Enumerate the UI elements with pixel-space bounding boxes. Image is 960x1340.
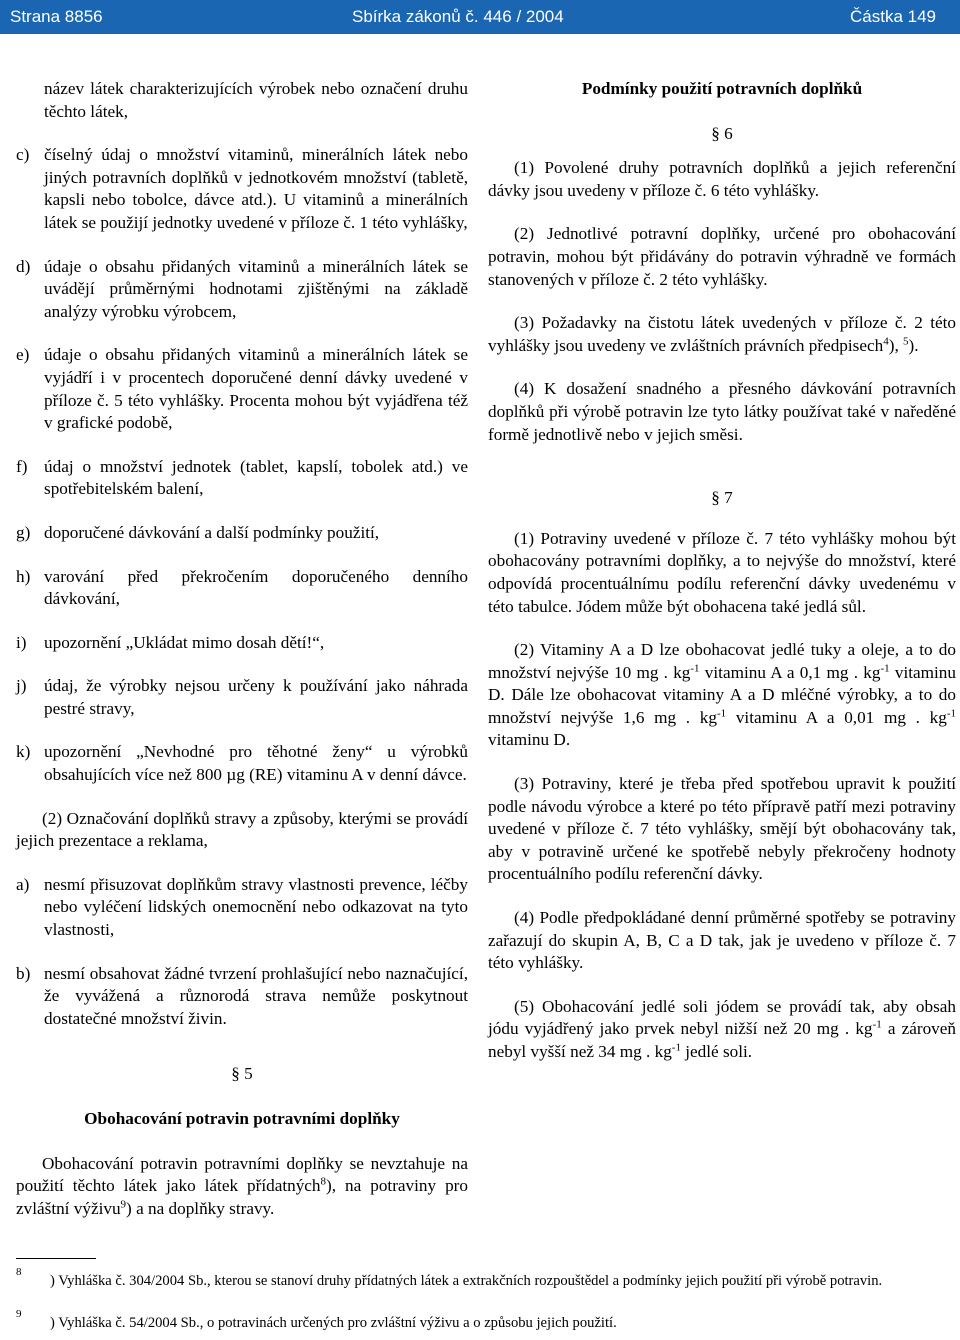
s7-p2-text-a: (2) Vitaminy A a D lze obohacovat jedlé tuky a oleje, a to do množství nejvýše 10 mg . kg xyxy=(488,640,956,682)
list-item-text: varování před překročením doporučeného denního dávkování, xyxy=(44,566,468,609)
right-title: Podmínky použití potravních doplňků xyxy=(581,79,863,98)
section-5-text-b: ), na potraviny pro zvláštní výživu xyxy=(16,1176,468,1218)
s7-p5-text-a: (5) Obohacování jedlé soli jódem se provádí tak, aby obsah jódu vyjádřený jako prvek nebyl nižší než 20 mg . kg xyxy=(488,996,956,1039)
exponent: -1 xyxy=(946,707,956,720)
left-column xyxy=(16,78,468,1220)
list-item xyxy=(16,566,468,611)
list-item xyxy=(16,144,468,234)
list-item-text: doporučené dávkování a další podmínky použití, xyxy=(44,522,380,542)
list-item-marker: k) xyxy=(16,742,31,762)
footnote-ref-8: 8 xyxy=(320,1175,327,1188)
s6-p3-text-c: ). xyxy=(908,335,919,355)
s7-p2-text-e: vitaminu D. xyxy=(488,730,571,750)
right-column xyxy=(488,78,956,1064)
s6-paragraph-1: (1) Povolené druhy potravních doplňků a jejich referenční dávky jsou uvedeny v příloze č. 6 této vyhlášky. xyxy=(488,158,956,200)
s7-p5-text-b: a zároveň nebyl vyšší než 34 mg . kg xyxy=(488,1019,956,1061)
s7-paragraph-4: (4) Podle předpokládané denní průměrné spotřeby se potraviny zařazují do skupin A, B, C a D tak, jak je uvedeno v příloze č. 7 této vyhlášky. xyxy=(488,908,956,973)
part-number: Částka 149 xyxy=(850,7,936,26)
s6-paragraph-4: (4) K dosažení snadného a přesného dávkování potravních doplňků při výrobě potravin lze tyto látky používat také v naředěné formě jednotlivě nebo v jejich směsi. xyxy=(488,379,956,444)
s7-paragraph-5 xyxy=(488,996,956,1064)
list-c-to-k xyxy=(16,144,468,786)
collection-year: / 2004 xyxy=(511,7,564,26)
page-header xyxy=(0,0,960,34)
list-item-marker: h) xyxy=(16,566,31,586)
section-6-sign: § 6 xyxy=(711,123,733,143)
s7-p2-text-c: vitaminu D. Dále lze obohacovat vitaminy A a D mléčné výrobky, a to do množství nejvýše 1,6 mg . kg xyxy=(488,662,956,727)
list-item-marker: b) xyxy=(16,963,31,983)
s7-paragraph-2 xyxy=(488,639,956,752)
s7-paragraph-1: (1) Potraviny uvedené v příloze č. 7 této vyhlášky mohou být obohacovány potravními doplňky, a to nejvýše do množství, které odpovídá procentuálnímu podílu referenční dávky uvedenému v této tabulce. Jódem může být obohacena také jedlá sůl. xyxy=(488,528,956,616)
list-item-text: nesmí přisuzovat doplňkům stravy vlastnosti prevence, léčby nebo vyléčení lidských onemocnění nebo odkazovat na tyto vlastnosti, xyxy=(44,874,468,940)
list-item xyxy=(16,963,468,1031)
footnote-ref-5: 5 xyxy=(903,335,909,348)
s6-p3-text-b: ), xyxy=(888,335,904,355)
list-item xyxy=(16,256,468,324)
s6-paragraph-2: (2) Jednotlivé potravní doplňky, určené pro obohacování potravin, mohou být přidávány do potravin výhradně ve formách stanovených v příloze č. 2 této vyhlášky. xyxy=(488,224,956,289)
s7-p5-text-c: jedlé soli. xyxy=(680,1042,753,1061)
section-5-sign: § 5 xyxy=(231,1064,253,1084)
footnote-text: ) Vyhláška č. 304/2004 Sb., kterou se stanoví druhy přídatných látek a extrakčních rozpouštědel a podmínky jejich použití při výrobě potravin. xyxy=(50,1273,883,1289)
list-item-text: číselný údaj o množství vitaminů, minerálních látek nebo jiných potravních doplňků v jednotkovém množství (tabletě, kapsli nebo tobolce, dávce atd.). U vitaminů a minerálních látek se použijí jednotky uvedené v příloze č. 1 této vyhlášky, xyxy=(44,145,468,232)
list-item-text: upozornění „Nevhodné pro těhotné ženy“ u výrobků obsahujících více než 800 µg (RE) vitaminu A v denní dávce. xyxy=(44,742,468,785)
exponent: -1 xyxy=(880,661,890,674)
s7-paragraph-3: (3) Potraviny, které je třeba před spotřebou upravit k použití podle návodu výrobce a které po této přípravě patří mezi potraviny uvedené v příloze č. 7 této vyhlášky, smějí být obohacovány tak, aby v potravině určené ke spotřebě nebyly překročeny hodnoty procentuálního podílu referenční dávky. xyxy=(488,774,956,884)
list-item-marker: c) xyxy=(16,145,30,165)
list-item-marker: g) xyxy=(16,522,31,542)
exponent: -1 xyxy=(671,1041,681,1054)
collection-number: 446 xyxy=(483,7,512,26)
section-5-text-a: Obohacování potravin potravními doplňky se nevztahuje na použití těchto látek jako látek přídatných xyxy=(16,1153,468,1196)
exponent: -1 xyxy=(872,1018,882,1031)
exponent: -1 xyxy=(690,661,700,674)
list-item xyxy=(16,675,468,720)
s6-paragraph-3 xyxy=(488,312,956,357)
collection-label xyxy=(352,7,564,27)
s7-p2-text-d: vitaminu A a 0,01 mg . kg xyxy=(726,707,947,727)
list-item-marker: f) xyxy=(16,456,28,476)
footnote-8: 8 ) Vyhláška č. 304/2004 Sb., kterou se stanoví druhy přídatných látek a extrakčních rozpouštědel a podmínky jejich použití při výrobě potravin. xyxy=(16,1272,956,1291)
list-item-marker: a) xyxy=(16,874,30,894)
page-number: Strana 8856 xyxy=(10,7,103,26)
list-item-marker: i) xyxy=(16,632,27,652)
s6-p3-text-a: (3) Požadavky na čistotu látek uvedených v příloze č. 2 této vyhlášky jsou uvedeny ve zvláštních právních předpisech xyxy=(488,313,956,355)
list-item-marker: d) xyxy=(16,256,31,276)
footnote-divider xyxy=(16,1258,96,1259)
section-5-text xyxy=(16,1153,468,1221)
list-item-text: údaj o množství jednotek (tablet, kapslí, tobolek atd.) ve spotřebitelském balení, xyxy=(44,456,468,499)
list-item xyxy=(16,344,468,434)
list-a-b xyxy=(16,874,468,1031)
footnote-text: ) Vyhláška č. 54/2004 Sb., o potravinách určených pro zvláštní výživu a o způsobu jejich použití. xyxy=(50,1315,617,1331)
collection-prefix: Sbírka zákonů č. xyxy=(352,7,484,26)
list-item-marker: e) xyxy=(16,345,30,365)
exponent: -1 xyxy=(716,707,727,720)
intro-text: název látek charakterizujících výrobek nebo označení druhu těchto látek, xyxy=(44,79,468,121)
list-item-text: upozornění „Ukládat mimo dosah dětí!“, xyxy=(44,632,325,652)
list-item xyxy=(16,522,468,545)
list-item xyxy=(16,741,468,786)
list-item xyxy=(16,632,468,655)
list-item-text: nesmí obsahovat žádné tvrzení prohlašující nebo naznačující, že vyvážená a různorodá strava nemůže poskytnout dostatečné množství živin. xyxy=(44,963,468,1028)
section-5-title: Obohacování potravin potravními doplňky xyxy=(84,1109,400,1128)
list-item xyxy=(16,874,468,942)
list-item-text: údaje o obsahu přidaných vitaminů a minerálních látek se uvádějí průměrnými hodnotami zjištěnými na základě analýzy výrobku výrobcem, xyxy=(44,256,468,321)
list-item xyxy=(16,456,468,501)
list-item-text: údaje o obsahu přidaných vitaminů a minerálních látek se vyjádří i v procentech doporučené denní dávky uvedené v příloze č. 5 této vyhlášky. Procenta mohou být vyjádřena též v grafické podobě, xyxy=(44,345,468,433)
paragraph-2: (2) Označování doplňků stravy a způsoby, kterými se provádí jejich prezentace a reklama, xyxy=(16,808,468,851)
section-5-text-c: ) a na doplňky stravy. xyxy=(126,1198,275,1218)
s7-p2-text-b: vitaminu A a 0,1 mg . kg xyxy=(699,662,881,682)
list-item-marker: j) xyxy=(16,676,27,696)
section-7-sign: § 7 xyxy=(711,488,733,508)
footnote-9: 9 ) Vyhláška č. 54/2004 Sb., o potravinách určených pro zvláštní výživu a o způsobu jejich použití. xyxy=(16,1314,956,1333)
footnote-ref-9: 9 xyxy=(120,1198,127,1211)
list-item-text: údaj, že výrobky nejsou určeny k používání jako náhrada pestré stravy, xyxy=(44,676,468,718)
footnote-ref-4: 4 xyxy=(883,335,889,348)
